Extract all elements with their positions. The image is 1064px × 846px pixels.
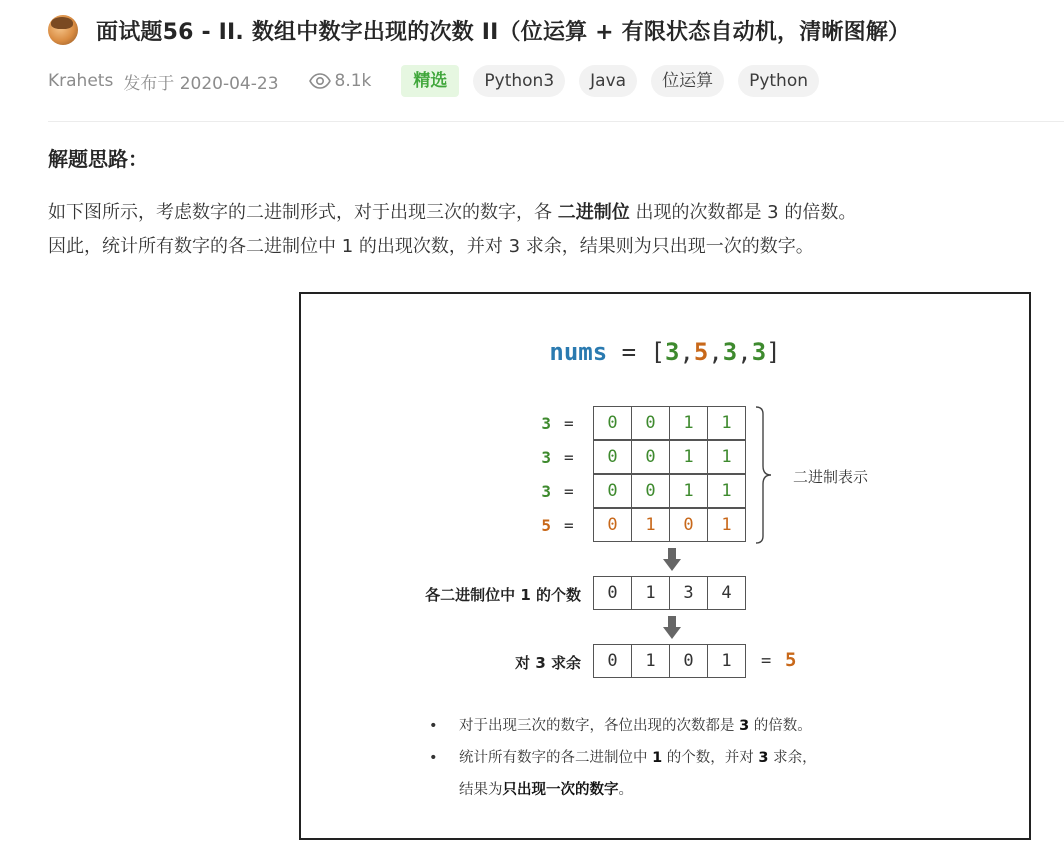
author-avatar[interactable]	[48, 15, 78, 45]
bit-cell: 1	[631, 508, 670, 542]
summary-list	[429, 710, 817, 806]
text-segment: 如下图所示，考虑数字的二进制形式，对于出现三次的数字，各	[48, 202, 558, 223]
equals-sign: =	[564, 482, 574, 501]
result-value: 5	[785, 649, 797, 671]
nums-value: 3	[664, 338, 680, 366]
bold-term: 只出现一次的数字	[502, 782, 619, 798]
tag-java[interactable]: Java	[579, 65, 637, 97]
row-number: 3	[541, 448, 551, 467]
tag-bit-manipulation[interactable]: 位运算	[651, 65, 724, 97]
text-segment: 的个数，并对	[662, 750, 759, 766]
bullet-icon: •	[429, 750, 438, 766]
bit-cells	[593, 474, 746, 508]
text-segment: 结果为	[459, 782, 503, 798]
text-segment: 对于出现三次的数字，各位出现的次数都是	[459, 718, 740, 734]
publish-date: 发布于 2020-04-23	[123, 73, 279, 94]
text-segment: 出现的次数都是 3 的倍数。	[629, 202, 857, 223]
count-cell: 1	[631, 576, 670, 610]
bold-term: 3	[739, 718, 750, 734]
mod-cell: 1	[707, 644, 746, 678]
bit-cell: 1	[707, 474, 746, 508]
down-arrow-icon	[663, 616, 681, 640]
open-bracket: [	[650, 338, 665, 366]
explanation-line-1	[48, 196, 1064, 230]
tag-featured[interactable]: 精选	[401, 65, 459, 97]
bit-cell: 1	[707, 440, 746, 474]
author-name[interactable]: Krahets	[48, 71, 114, 91]
bit-cell: 0	[631, 406, 670, 440]
view-count	[309, 71, 372, 91]
right-brace-icon	[755, 406, 773, 544]
count-label: 各二进制位中 1 的个数	[425, 586, 581, 604]
eye-icon	[309, 73, 331, 89]
article-title: 面试题56 - II. 数组中数字出现的次数 II（位运算 + 有限状态自动机，清晰图解）	[96, 19, 911, 45]
list-item	[429, 710, 817, 742]
bit-cells	[593, 406, 746, 440]
bit-cell: 1	[669, 440, 708, 474]
down-arrow-icon	[663, 548, 681, 572]
bit-cell: 1	[669, 474, 708, 508]
explanation-paragraph	[48, 196, 1064, 264]
text-segment: 的倍数。	[749, 718, 812, 734]
text-segment: 统计所有数字的各二进制位中	[459, 750, 653, 766]
equals-sign: =	[564, 516, 574, 535]
bold-term: 1	[652, 750, 663, 766]
tag-python3[interactable]: Python3	[473, 65, 565, 97]
mod-cell: 0	[593, 644, 632, 678]
bullet-icon: •	[429, 718, 438, 734]
row-number: 5	[541, 516, 551, 535]
bit-cells	[593, 440, 746, 474]
bit-cell: 0	[631, 474, 670, 508]
nums-value: 5	[693, 338, 709, 366]
nums-equals: =	[621, 338, 637, 366]
bit-cell: 0	[593, 508, 632, 542]
comma: ,	[737, 338, 752, 366]
bit-cell: 1	[669, 406, 708, 440]
text-segment: 。	[618, 782, 633, 798]
comma: ,	[708, 338, 723, 366]
article-header	[48, 10, 910, 50]
bit-cell: 0	[593, 440, 632, 474]
equals-sign: =	[564, 448, 574, 467]
list-item	[429, 742, 817, 774]
mod-cell: 1	[631, 644, 670, 678]
equals-sign: =	[564, 414, 574, 433]
row-number: 3	[541, 414, 551, 433]
bold-term: 二进制位	[557, 202, 630, 223]
close-bracket: ]	[766, 338, 781, 366]
bullet-text	[459, 742, 817, 774]
bit-cell: 1	[707, 406, 746, 440]
explanation-line-2: 因此，统计所有数字的各二进制位中 1 的出现次数，并对 3 求余，结果则为只出现一次的数字。	[48, 236, 814, 257]
diagram-figure	[299, 292, 1031, 840]
bit-cells	[593, 508, 746, 542]
count-cells	[593, 576, 746, 610]
row-number: 3	[541, 482, 551, 501]
bit-cell: 1	[707, 508, 746, 542]
count-cell: 4	[707, 576, 746, 610]
text-segment: 求余，	[768, 750, 817, 766]
count-cell: 0	[593, 576, 632, 610]
nums-variable: nums	[549, 338, 608, 366]
binary-representation-label: 二进制表示	[793, 468, 869, 486]
nums-value: 3	[751, 338, 767, 366]
bold-term: 3	[758, 750, 769, 766]
bit-cell: 0	[593, 406, 632, 440]
list-item-continuation	[429, 774, 817, 806]
header-divider	[48, 121, 1064, 122]
nums-array	[301, 338, 1029, 366]
nums-value: 3	[722, 338, 738, 366]
mod-label: 对 3 求余	[515, 654, 581, 672]
mod-cell: 0	[669, 644, 708, 678]
view-count-value: 8.1k	[334, 71, 372, 91]
bit-cell: 0	[593, 474, 632, 508]
mod-cells	[593, 644, 746, 678]
comma: ,	[679, 338, 694, 366]
tag-python[interactable]: Python	[738, 65, 819, 97]
count-cell: 3	[669, 576, 708, 610]
bit-cell: 0	[669, 508, 708, 542]
result-equals: =	[761, 651, 772, 671]
bullet-text	[459, 710, 812, 742]
section-heading: 解题思路：	[48, 147, 148, 171]
bit-cell: 0	[631, 440, 670, 474]
article-meta	[48, 64, 833, 98]
